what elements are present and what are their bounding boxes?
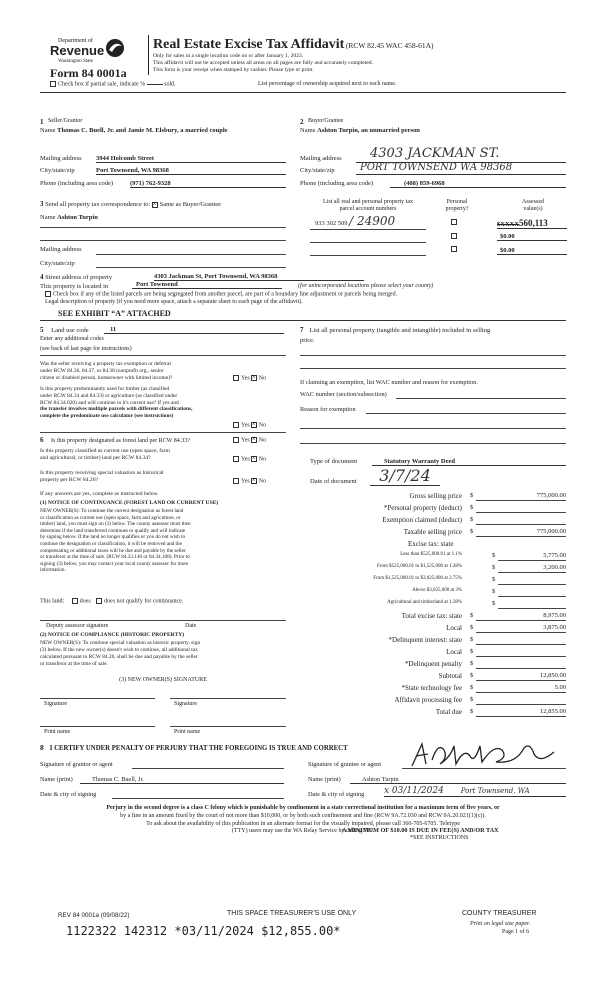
exhibit-text: SEE EXHIBIT “A” ATTACHED: [58, 309, 171, 318]
tax-row-dollar: $: [470, 648, 474, 655]
tax-row-value[interactable]: 12,850.00: [540, 672, 566, 679]
grantor-signature-field[interactable]: [132, 768, 284, 769]
current-use-no-checkbox[interactable]: [251, 456, 257, 462]
tax-row-value[interactable]: 775,000.00: [536, 528, 566, 535]
minimum-note: A MINIMUM OF $10.00 IS DUE IN FEE(S) AND/OR TAX: [342, 827, 499, 834]
same-as-buyer-checkbox[interactable]: [152, 202, 158, 208]
doc-type-label: Type of document: [310, 458, 358, 465]
owner-signature-2[interactable]: [170, 698, 286, 699]
located-field[interactable]: Port Townsend: [132, 281, 282, 289]
treasurer-use-label: THIS SPACE TREASURER’S USE ONLY: [227, 910, 357, 917]
section7-text: 7 List all personal property (tangible and intangible) included in selling price.: [300, 326, 491, 344]
ownership-note: List percentage of ownership acquired next to each name.: [258, 81, 397, 87]
tax-row-line: [476, 632, 566, 633]
excise-state-label: Excise tax: state: [408, 540, 454, 548]
historic-title: (2) NOTICE OF COMPLIANCE (HISTORIC PROPERTY): [40, 632, 185, 638]
reason-line-2[interactable]: [300, 428, 566, 429]
located-label: This property is located in: [40, 283, 109, 290]
tax-row-line: [476, 716, 566, 717]
timber-question: Is this property predominantly used for timber (as classified under RCW 84.34 and 84.33) or agriculture (as classified under RCW 84.34.020) and will continue in it's current use? If yes and the transfer involves multiple parcels with different classifications, complete the predominate use calculator (see instructions): [40, 386, 193, 419]
parcel-line-1: [310, 229, 426, 230]
buyer-phone-field[interactable]: (408) 859-6968: [390, 180, 566, 188]
new-owner-sig-title: (3) NEW OWNER(S) SIGNATURE: [119, 677, 207, 683]
tax-row-line: [498, 572, 566, 573]
section4-address-row: 4 Street address of property: [40, 273, 113, 281]
tax-row-line: [476, 680, 566, 681]
section6-top-line: [40, 432, 286, 433]
seller-phone-field[interactable]: (971) 762-9328: [130, 180, 286, 188]
tax-row-dollar: $: [492, 552, 496, 559]
tax-row-line: [498, 560, 566, 561]
personal-property-line-1[interactable]: [300, 355, 566, 356]
tax-row-dollar: $: [470, 684, 474, 691]
see-instructions-note: *SEE INSTRUCTIONS: [410, 835, 469, 841]
tax-row-dollar: $: [470, 528, 474, 535]
buyer-city-field[interactable]: PORT TOWNSEND WA 98368: [356, 162, 566, 175]
tax-row-label: Local: [446, 624, 462, 632]
tax-row-line: [476, 704, 566, 705]
tax-row-line: [498, 596, 566, 597]
doc-type-field[interactable]: Statutory Warranty Deed: [372, 458, 566, 466]
grantor-sig-label: Signature of grantor or agent: [40, 761, 113, 768]
assessed-header: Assessed value(s): [522, 199, 544, 212]
this-land-row: This land: does does not qualify for continuance.: [40, 598, 184, 605]
tax-row-value[interactable]: 5.00: [554, 684, 566, 691]
current-use-answer: Yes × No: [233, 456, 266, 463]
if-yes-note: If any answers are yes, complete as instructed below.: [40, 491, 159, 497]
tax-row-label: *Delinquent penalty: [405, 660, 462, 668]
forest-no-checkbox[interactable]: [251, 437, 257, 443]
doc-date-field[interactable]: 3/7/24: [370, 467, 440, 486]
doc-date-label: Date of document: [310, 478, 357, 485]
print-name-label-1: Print name: [44, 729, 71, 735]
tax-row-label: Exemption claimed (deduct): [382, 516, 462, 524]
section3-row: 3 Send all property tax correspondence to: × Same as Buyer/Grantee: [40, 200, 221, 208]
reason-label: Reason for exemption: [300, 406, 356, 413]
tax-row-line: [476, 524, 566, 525]
seller-mail-label: Mailing address: [40, 155, 82, 162]
tax-row-label: *Delinquent interest: state: [388, 636, 462, 644]
tax-row-label: Total excise tax: state: [401, 612, 462, 620]
tax-row-line: [476, 500, 566, 501]
grantee-signature-image: [404, 738, 564, 772]
tax-row-label: From $1,525,000.01 to $3,025,000 at 2.75%: [373, 576, 462, 581]
parcel-line-2: [310, 242, 426, 243]
exemption-question: Was the seller receiving a property tax exemption or deferral under RCW 84.36, 84.37, or 84.38 (nonprofit org., senior citizen or disabled person, homeowner with limited income)?: [40, 361, 173, 381]
partial-sale-checkbox[interactable]: [50, 81, 56, 87]
tax-row-line: [476, 512, 566, 513]
tax-row-label: Local: [446, 648, 462, 656]
owner-print-2[interactable]: [170, 726, 286, 727]
section3-blank-line: [40, 240, 286, 241]
dor-swoosh-icon: [104, 37, 126, 59]
certify-text: 8 I CERTIFY UNDER PENALTY OF PERJURY THAT THE FOREGOING IS TRUE AND CORRECT: [40, 743, 348, 752]
exemption-claim-note: If claiming an exemption, list WAC number and reason for exemption.: [300, 379, 478, 386]
wac-label: WAC number (section/subsection): [300, 391, 387, 398]
seller-name-row: Name Thomas C. Buell, Jr. and Jamie M. Elsbury, a married couple: [40, 127, 228, 134]
tax-row-dollar: $: [492, 576, 496, 583]
historic-question: Is this property receiving special valuation as historical property per RCW 84.26?: [40, 470, 164, 483]
buyer-city-label: City/state/zip: [300, 167, 335, 174]
buyer-mail-label: Mailing address: [300, 155, 342, 162]
tax-row-dollar: $: [470, 636, 474, 643]
deputy-line[interactable]: [40, 620, 286, 621]
tax-row-label: Taxable selling price: [403, 528, 462, 536]
deputy-label: Deputy assessor signature: [46, 623, 109, 629]
tax-row-line: [476, 692, 566, 693]
page-title: [153, 37, 433, 53]
exemption-no-checkbox[interactable]: [251, 375, 257, 381]
tax-row-dollar: $: [492, 588, 496, 595]
buyer-name-row: Name Ashton Turpin, an unmarried person: [300, 127, 420, 134]
tax-row-label: Total due: [435, 708, 462, 716]
grantee-date-label: Date & city of signing: [308, 791, 365, 798]
section3-mail-field[interactable]: [96, 254, 286, 255]
grantor-name-field[interactable]: Thomas C. Buell, Jr.: [80, 776, 284, 784]
see-back-note: (see back of last page for instructions): [40, 346, 132, 352]
tax-row-label: Agricultural and timberland at 1.28%: [387, 600, 462, 605]
parcel-line-3: [310, 255, 426, 256]
historic-yes-checkbox[interactable]: [233, 478, 239, 484]
tax-row-label: *State technology fee: [401, 684, 462, 692]
owner-print-1[interactable]: [40, 726, 155, 727]
land-use-code-field[interactable]: 11: [104, 326, 284, 334]
tax-row-line: [498, 608, 566, 609]
land-use-row: 5 Land use code: [40, 326, 89, 334]
grantee-date-field[interactable]: x 03/11/2024 Port Townsend, WA: [384, 786, 566, 797]
tax-row-value[interactable]: 5,775.00: [543, 552, 566, 559]
tax-row-dollar: $: [470, 672, 474, 679]
parcel-header: List all real and personal property tax parcel account numbers: [323, 199, 413, 212]
legal-paper-note: Print on legal size paper.: [470, 921, 531, 927]
tax-row-label: *Personal property (deduct): [383, 504, 462, 512]
wac-field[interactable]: [396, 398, 566, 399]
subtitle-2: This affidavit will not be accepted unless all areas on all pages are fully and accurately completed.: [153, 60, 373, 66]
additional-codes-label: Enter any additional codes: [40, 336, 104, 342]
historic-no-checkbox[interactable]: [251, 478, 257, 484]
print-name-label-2: Print name: [174, 729, 201, 735]
tax-row-label: Less than $525,000.01 at 1.1%: [400, 552, 462, 557]
section3-mail-label: Mailing address: [40, 246, 82, 253]
forest-yes-checkbox[interactable]: [233, 437, 239, 443]
section3-name-line: [40, 227, 286, 228]
assessed-value-1[interactable]: $XXXX560,113: [497, 218, 567, 229]
section3-city-label: City/state/zip: [40, 260, 75, 267]
personal-checkbox-3[interactable]: [451, 246, 457, 252]
tax-row-label: Affidavit processing fee: [394, 696, 462, 704]
assessed-value-3[interactable]: $0.00: [497, 247, 567, 255]
grantor-date-label: Date & city of signing: [40, 791, 97, 798]
current-use-question: Is this property classified as current use (open space, farm and agricultural, or timber) land per RCW 84.34?: [40, 448, 170, 461]
segregated-row: Check box if any of the listed parcels are being segregated from another parcel, are part of a boundary line adjustment or parcels being merged.: [45, 291, 397, 298]
unincorporated-note: (for unincorporated locations please select your county): [298, 283, 434, 289]
deputy-date-label: Date: [185, 623, 197, 629]
personal-checkbox-1[interactable]: [451, 219, 457, 225]
dept-brand: Revenue: [50, 43, 105, 58]
form-number: Form 84 0001a: [50, 66, 127, 80]
tax-row-line: [476, 656, 566, 657]
personal-header: Personal property?: [445, 199, 469, 212]
title-rcw: (RCW 82.45 WAC 458-61A): [345, 41, 434, 50]
forest-answer: Yes × No: [233, 437, 266, 444]
seller-num: 1: [40, 118, 44, 126]
page-number: Page 1 of 6: [502, 929, 530, 935]
reason-field[interactable]: [366, 413, 566, 414]
perjury-notice: Perjury in the second degree is a class C felony which is punishable by confinement in a state correctional institution for a maximum term of five years, or by a fine in an amount fixed by the court of not more than $10,000, or by both such confinement and fine (RCW 9A.72.030 and RCW 9A.20.021(1)(c)). To ask about the availability of this publication in an alternate format for the visually impaired, please call 360-705-6705. Teletype (TTY) users may use the WA Relay Service by calling 711.: [106, 805, 500, 835]
tax-row-label: Gross selling price: [409, 492, 462, 500]
grantor-date-field[interactable]: [112, 798, 284, 799]
tax-row-label: From $525,000.01 to $1,525,000 at 1.28%: [377, 564, 462, 569]
tax-row-dollar: $: [470, 516, 474, 523]
grantee-name-field[interactable]: Ashton Turpin: [350, 776, 566, 784]
reason-line-3[interactable]: [300, 443, 566, 444]
historic-answer: Yes × No: [233, 478, 266, 485]
buyer-title: Buyer/Grantee: [308, 118, 344, 124]
tax-row-line: [476, 668, 566, 669]
tax-row-line: [498, 584, 566, 585]
subtitle-3: This form is your receipt when stamped by cashier. Please type or print.: [153, 67, 314, 73]
seller-title: Seller/Grantor: [48, 118, 83, 124]
section3-city-field[interactable]: [96, 267, 286, 268]
exemption-answer: Yes × No: [233, 375, 266, 382]
signature-label-2: Signature: [174, 701, 197, 707]
tax-row-value[interactable]: 775,000.00: [536, 492, 566, 499]
buyer-name[interactable]: Ashton Turpin, an unmarried person: [317, 127, 420, 134]
timber-yes-checkbox[interactable]: [233, 422, 239, 428]
tax-row-dollar: $: [470, 696, 474, 703]
county-treasurer-label: COUNTY TREASURER: [462, 910, 537, 917]
owner-signature-1[interactable]: [40, 698, 155, 699]
seller-city-label: City/state/zip: [40, 167, 75, 174]
signature-label-1: Signature: [44, 701, 67, 707]
section3-name-row: Name Ashton Turpin: [40, 214, 98, 221]
assessed-value-2[interactable]: $0.00: [497, 233, 567, 241]
timber-no-checkbox[interactable]: [251, 422, 257, 428]
tax-row-label: Above $3,025,000 at 3%: [412, 588, 462, 593]
buyer-mail-field[interactable]: 4303 JACKMAN ST.: [356, 147, 566, 163]
header-rule: [40, 92, 566, 93]
tax-row-dollar: $: [492, 600, 496, 607]
dept-state: Washington State: [58, 59, 94, 64]
current-use-yes-checkbox[interactable]: [233, 456, 239, 462]
tax-row-dollar: $: [470, 624, 474, 631]
subtitle-1: Only for sales in a single location code on or after January 1, 2023.: [153, 53, 304, 59]
buyer-num: 2: [300, 118, 304, 126]
tax-row-line: [476, 644, 566, 645]
forest-question: 6 Is this property designated as forest land per RCW 84.33?: [40, 436, 190, 444]
land-does-not-checkbox[interactable]: [96, 598, 102, 604]
buyer-phone-label: Phone (including area code): [300, 180, 374, 187]
historic-text: NEW OWNER(S): To continue special valuation as historic property, sign (3) below. If the new owner(s) doesn't wish to continue, all additional tax calculated pursuant to RCW 84.26, shall be due and payable by the seller or transferor at the time of sale.: [40, 640, 201, 667]
seller-mail-field[interactable]: 3944 Holcomb Street: [96, 155, 286, 163]
tax-row-dollar: $: [470, 660, 474, 667]
parcel-number-1[interactable]: 933 302 509 / 24900: [315, 214, 396, 228]
tax-row-dollar: $: [470, 708, 474, 715]
tax-row-line: [476, 620, 566, 621]
seller-phone-label: Phone (including area code): [40, 180, 114, 187]
tax-row-dollar: $: [470, 492, 474, 499]
land-does-checkbox[interactable]: [72, 598, 78, 604]
partial-sale-row: Check box if partial sale, indicate % sold.: [50, 81, 176, 88]
correspondence-name[interactable]: Ashton Turpin: [57, 214, 98, 221]
continuance-title: (1) NOTICE OF CONTINUANCE (FOREST LAND OR CURRENT USE): [40, 500, 219, 506]
grantor-name-label: Name (print): [40, 776, 73, 783]
tax-row-value[interactable]: 3,200.00: [543, 564, 566, 571]
tax-row-value[interactable]: 3,875.00: [543, 624, 566, 631]
tax-row-dollar: $: [470, 612, 474, 619]
dept-line: Department of: [58, 38, 93, 44]
continuance-text: NEW OWNER(S): To continue the current designation as forest land or classification as current use (open space, farm and agriculture, or timber) land, you must sign on (3) below. The county assessor must then determine if the land transferred continues to qualify and will indicate by signing below. If the land no longer qualifies or you do not wish to continue the designation or classification, it will be removed and the compensating or additional taxes will be due and payable by the seller or transferor at the time of sale. (RCW 84.33.140 or 84.34.108). Prior to signing (3) below, you may contact your local county assessor for more information.: [40, 508, 191, 574]
title-text: Real Estate Excise Tax Affidavit: [153, 37, 345, 52]
tax-row-dollar: $: [470, 504, 474, 511]
exemption-yes-checkbox[interactable]: [233, 375, 239, 381]
section5-line: [40, 355, 286, 356]
section4-rule: [40, 320, 566, 321]
tax-row-value[interactable]: 8,975.00: [543, 612, 566, 619]
tax-row-value[interactable]: 12,855.00: [540, 708, 566, 715]
form-revision: REV 84 0001a (09/08/22): [58, 912, 130, 919]
tax-row-dollar: $: [492, 564, 496, 571]
tax-row-line: [476, 536, 566, 537]
tax-row-label: Subtotal: [438, 672, 462, 680]
grantee-sig-label: Signature of grantee or agent: [308, 761, 382, 768]
segregated-checkbox[interactable]: [45, 291, 51, 297]
header-divider: [148, 35, 149, 75]
property-address-field[interactable]: 4303 Jackman St, Port Townsend, WA 98368: [154, 273, 364, 281]
personal-checkbox-2[interactable]: [451, 233, 457, 239]
seller-name[interactable]: Thomas C. Buell, Jr. and Jamie M. Elsbury, a married couple: [57, 127, 228, 134]
grantee-name-label: Name (print): [308, 776, 341, 783]
seller-city-field[interactable]: Port Townsend, WA 98368: [96, 167, 286, 175]
legal-description-label: Legal description of property (if you need more space, attach a separate sheet to each page of the affidavit).: [45, 299, 303, 305]
timber-answer: Yes × No: [233, 422, 266, 429]
personal-property-line-2[interactable]: [300, 368, 566, 369]
cashier-receipt-stamp: 1122322 142312 *03/11/2024 $12,855.00*: [66, 924, 341, 938]
